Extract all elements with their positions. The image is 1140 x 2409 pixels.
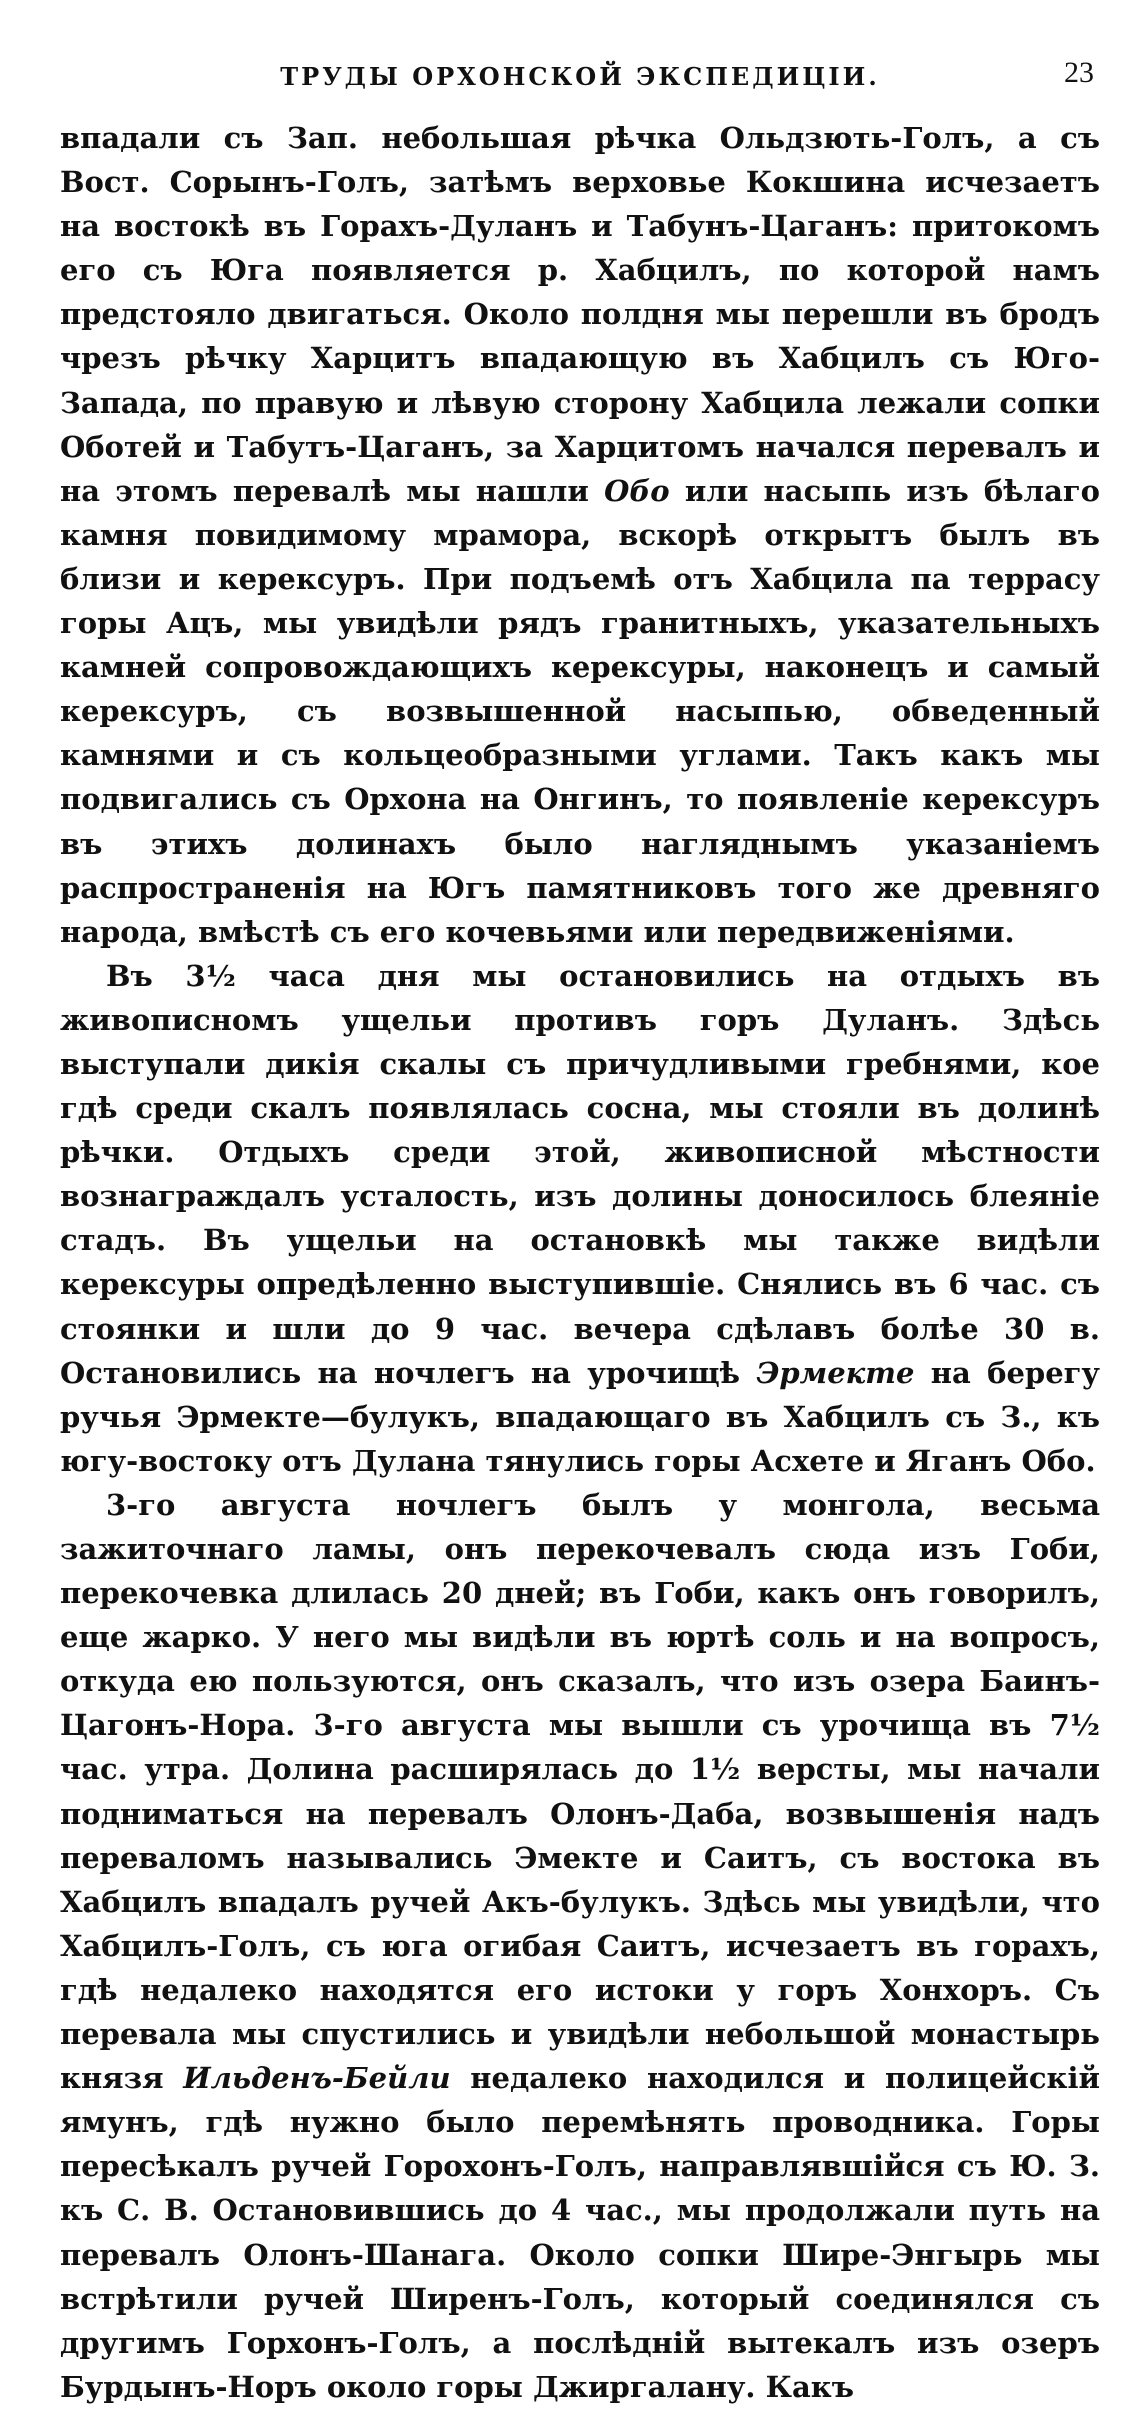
paragraph-text: или насыпь изъ бѣлаго камня повидимому мрамора, вскорѣ открытъ былъ въ близи и керексуръ. При подъемѣ отъ Хабцила па террасу горы Ацъ, мы увидѣли рядъ гранитныхъ, указательныхъ камней сопровождающихъ керексуры, наконецъ и самый керексуръ, съ возвышенной насыпью, обведенный камнями и съ кольцеобразными углами. Такъ какъ мы подвигались съ Орхона на Онгинъ, то появленіе керексуръ въ этихъ долинахъ было нагляднымъ указаніемъ распространенія на Югъ памятниковъ того же древняго народа, вмѣстѣ съ его кочевьями или передвиженіями. <box>60 473 1100 949</box>
paragraph-2 <box>60 954 1100 1483</box>
italic-term-obo: Обо <box>604 473 670 508</box>
page-number: 23 <box>1064 56 1094 89</box>
paragraph-text: 3-го августа ночлегъ былъ у монгола, весьма зажиточнаго ламы, онъ перекочевалъ сюда изъ Гоби, перекочевка длилась 20 дней; въ Гоби, какъ онъ говорилъ, еще жарко. У него мы видѣли въ юртѣ соль и на вопросъ, откуда ею пользуются, онъ сказалъ, что изъ озера Баинъ-Цагонъ-Нора. 3-го августа мы вышли съ урочища въ 7½ час. утра. Долина расширялась до 1½ версты, мы начали подниматься на перевалъ Олонъ-Даба, возвышенія надъ переваломъ назывались Эмекте и Саитъ, съ востока въ Хабцилъ впадалъ ручей Акъ-булукъ. Здѣсь мы увидѣли, что Хабцилъ-Голъ, съ юга огибая Саитъ, исчезаетъ въ горахъ, гдѣ недалеко находятся его истоки у горъ Хонхоръ. Съ перевала мы спустились и увидѣли небольшой монастырь князя <box>60 1487 1100 2096</box>
running-title: ТРУДЫ ОРХОНСКОЙ ЭКСПЕДИЦІИ. <box>280 62 880 91</box>
italic-term-ilden-beili: Ильденъ-Бейли <box>183 2061 451 2096</box>
paragraph-3 <box>60 1483 1100 2409</box>
paragraph-text: впадали съ Зап. небольшая рѣчка Ольдзють-Голъ, а съ Вост. Сорынъ-Голъ, затѣмъ верховье Кокшина исчезаетъ на востокѣ въ Горахъ-Дуланъ и Табунъ-Цаганъ: притокомъ его съ Юга появляется р. Хабцилъ, по которой намъ предстояло двигаться. Около полдня мы перешли въ бродъ чрезъ рѣчку Харцитъ впадающую въ Хабцилъ съ Юго-Запада, по правую и лѣвую сторону Хабцила лежали сопки Оботей и Табутъ-Цаганъ, за Харцитомъ начался перевалъ и на этомъ перевалѣ мы нашли <box>60 121 1100 508</box>
paragraph-text: на берегу ручья Эрмекте—булукъ, впадающаго въ Хабцилъ съ З., къ югу-востоку отъ Дулана тянулись горы Асхете и Яганъ Обо. <box>60 1355 1100 1478</box>
paragraph-text: недалеко находился и полицейскій ямунъ, гдѣ нужно было перемѣнять проводника. Горы пересѣкалъ ручей Горохонъ-Голъ, направлявшійся съ Ю. З. къ С. В. Остановившись до 4 час., мы продолжали путь на перевалъ Олонъ-Шанага. Около сопки Шире-Энгырь мы встрѣтили ручей Ширенъ-Голъ, который соединялся съ другимъ Горхонъ-Голъ, а послѣдній вытекалъ изъ озеръ Бурдынъ-Норъ около горы Джиргалану. Какъ <box>60 2061 1100 2404</box>
page-header <box>60 54 1100 98</box>
paragraph-1 <box>60 116 1100 954</box>
italic-term-ermekte: Эрмекте <box>756 1355 915 1390</box>
paragraph-text: Въ 3½ часа дня мы остановились на отдыхъ въ живописномъ ущельи противъ горъ Дуланъ. Здѣсь выступали дикія скалы съ причудливыми гребнями, кое гдѣ среди скалъ появлялась сосна, мы стояли въ долинѣ рѣчки. Отдыхъ среди этой, живописной мѣстности вознаграждалъ усталость, изъ долины доносилось блеяніе стадъ. Въ ущельи на остановкѣ мы также видѣли керексуры опредѣленно выступившіе. Снялись въ 6 час. съ стоянки и шли до 9 час. вечера сдѣлавъ болѣе 30 в. Остановились на ночлегъ на урочищѣ <box>60 958 1100 1390</box>
document-page <box>60 54 1100 2409</box>
